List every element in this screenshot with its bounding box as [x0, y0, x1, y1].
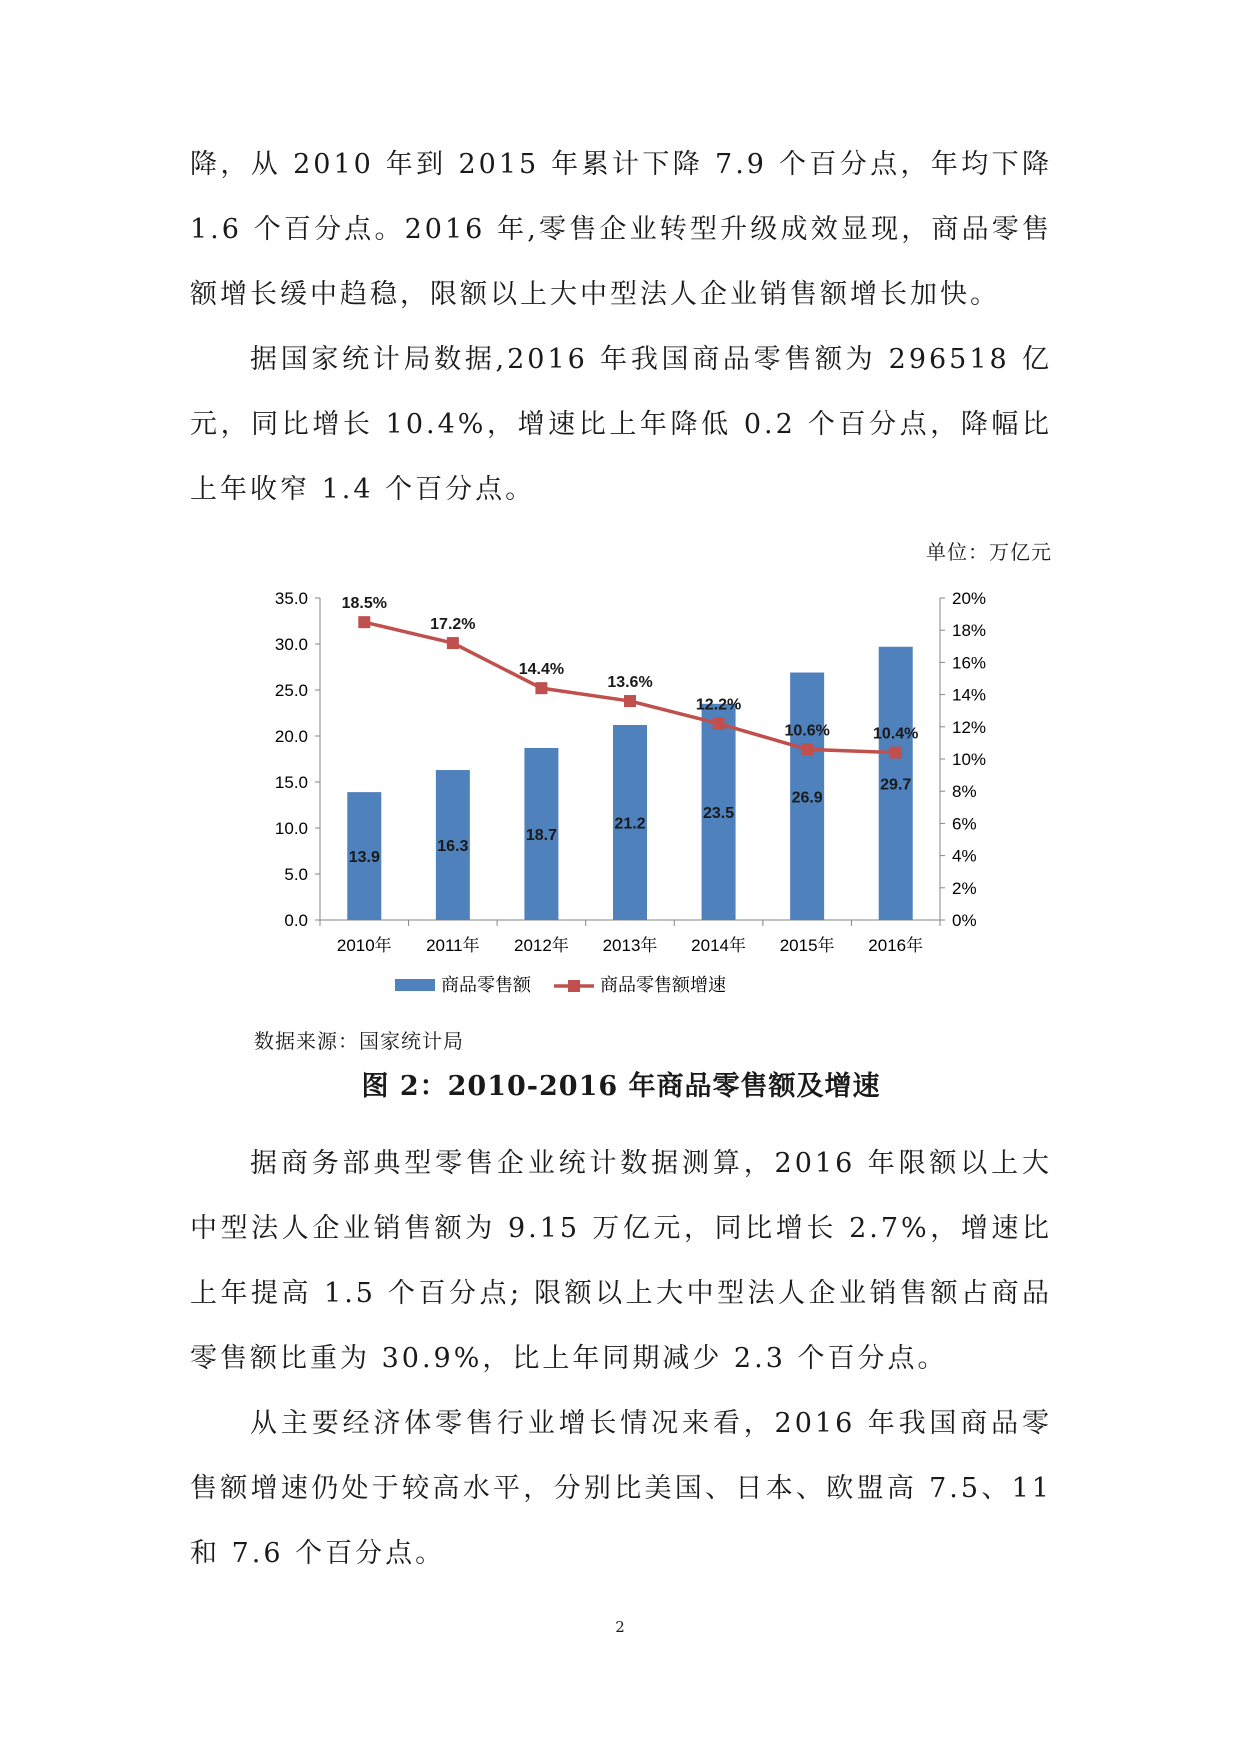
- right-tick-label: 10%: [952, 750, 987, 769]
- growth-rate-label: 18.5%: [341, 595, 387, 613]
- right-tick-label: 20%: [952, 589, 987, 608]
- growth-rate-label: 14.4%: [518, 661, 565, 679]
- growth-rate-marker: [624, 695, 636, 707]
- growth-rate-label: 12.2%: [695, 696, 742, 714]
- bar-value-label: 26.9: [791, 789, 823, 807]
- retail-sales-chart: [240, 574, 1020, 1014]
- left-tick-label: 20.0: [274, 727, 308, 746]
- legend-label-bars: 商品零售额: [441, 975, 531, 996]
- left-tick-label: 25.0: [274, 681, 308, 700]
- growth-rate-marker: [890, 747, 902, 759]
- left-tick-label: 10.0: [274, 819, 308, 838]
- paragraph-1: 降，从 2010 年到 2015 年累计下降 7.9 个百分点，年均下降 1.6 个百分点。2016 年,零售企业转型升级成效显现，商品零售额增长缓中趋稳，限额以上大中型法人企业销售额增长加快。: [190, 149, 1052, 310]
- paragraph-4: 从主要经济体零售行业增长情况来看，2016 年我国商品零售额增速仍处于较高水平，分别比美国、日本、欧盟高 7.5、11 和 7.6 个百分点。: [190, 1408, 1052, 1569]
- x-tick-label: 2016年: [868, 936, 924, 955]
- left-tick-label: 0.0: [284, 911, 308, 930]
- growth-rate-label: 10.6%: [784, 722, 830, 740]
- right-tick-label: 18%: [952, 621, 987, 641]
- left-tick-label: 5.0: [284, 865, 308, 884]
- growth-rate-marker: [447, 637, 459, 649]
- legend-swatch-bars: [395, 979, 435, 991]
- growth-rate-marker: [713, 718, 725, 730]
- growth-rate-marker: [535, 682, 547, 694]
- paragraph-2: 据国家统计局数据,2016 年我国商品零售额为 296518 亿元，同比增长 10.4%，增速比上年降低 0.2 个百分点，降幅比上年收窄 1.4 个百分点。: [190, 344, 1052, 505]
- bar-value-label: 23.5: [703, 804, 735, 822]
- figure-title: 图 2：2010-2016 年商品零售额及增速: [361, 1071, 881, 1102]
- right-tick-label: 4%: [952, 846, 977, 866]
- growth-rate-label: 13.6%: [607, 674, 653, 692]
- x-tick-label: 2014年: [691, 936, 746, 955]
- right-tick-label: 2%: [952, 878, 977, 898]
- right-tick-label: 16%: [952, 653, 987, 673]
- data-source-note: 数据来源：国家统计局: [254, 1029, 464, 1053]
- growth-rate-marker: [801, 743, 813, 755]
- bar-value-label: 16.3: [437, 838, 469, 856]
- right-tick-label: 14%: [952, 685, 987, 705]
- x-tick-label: 2013年: [602, 936, 658, 955]
- bar-value-label: 13.9: [348, 849, 380, 867]
- x-tick-label: 2015年: [779, 936, 835, 955]
- left-tick-label: 30.0: [274, 635, 308, 654]
- x-tick-label: 2012年: [514, 936, 569, 955]
- left-tick-label: 35.0: [274, 589, 308, 608]
- chart-svg: [240, 574, 1020, 1014]
- x-tick-label: 2010年: [336, 936, 392, 955]
- right-tick-label: 0%: [952, 911, 977, 930]
- right-tick-label: 6%: [952, 814, 977, 834]
- bar-value-label: 21.2: [614, 815, 646, 833]
- paragraph-3: 据商务部典型零售企业统计数据测算，2016 年限额以上大中型法人企业销售额为 9.15 万亿元，同比增长 2.7%，增速比上年提高 1.5 个百分点; 限额以上大中型法人企业销售额占商品零售额比重为 30.9%，比上年同期减少 2.3 个百分点。: [190, 1148, 1052, 1374]
- left-tick-label: 15.0: [274, 773, 308, 792]
- growth-rate-label: 10.4%: [873, 725, 919, 743]
- right-tick-label: 8%: [952, 782, 977, 802]
- page-number: 2: [615, 1618, 625, 1636]
- legend-label-line: 商品零售额增速: [600, 975, 726, 996]
- unit-label: 单位：万亿元: [926, 540, 1052, 564]
- legend-swatch-marker: [568, 980, 580, 992]
- x-tick-label: 2011年: [426, 936, 480, 955]
- right-tick-label: 12%: [952, 717, 987, 737]
- growth-rate-label: 17.2%: [430, 616, 476, 634]
- growth-rate-marker: [358, 616, 370, 628]
- bar-value-label: 29.7: [880, 776, 912, 794]
- bar-value-label: 18.7: [525, 826, 557, 844]
